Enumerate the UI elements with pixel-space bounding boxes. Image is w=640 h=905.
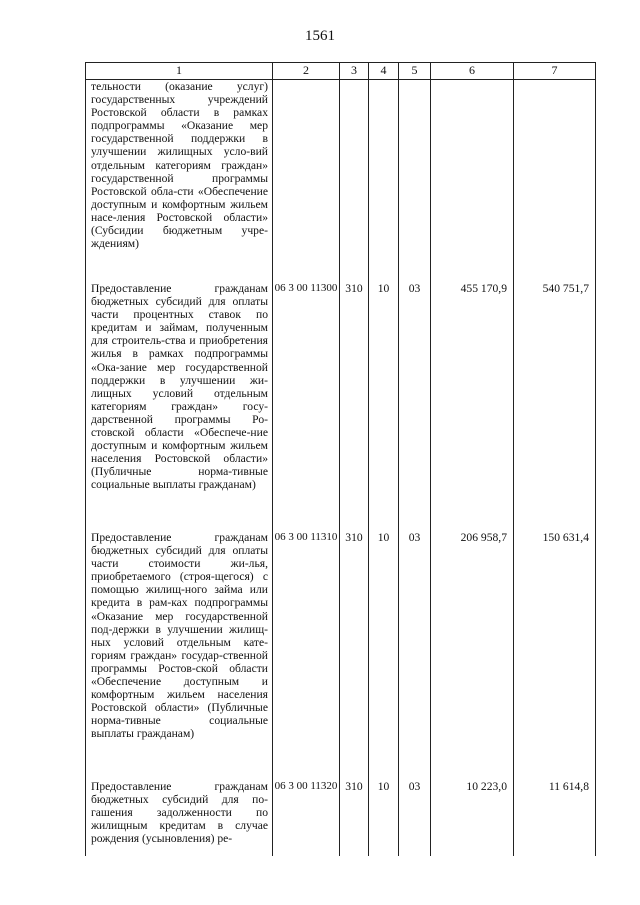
row-amount-col7: 11 614,8 — [514, 774, 596, 856]
table-header-row — [86, 63, 596, 80]
row-section — [369, 80, 399, 277]
row-amount-col6: 10 223,0 — [431, 774, 514, 856]
column-header-1: 1 — [86, 63, 273, 80]
row-subsection — [399, 80, 431, 277]
page-number: 1561 — [305, 28, 335, 44]
row-expense-type — [340, 80, 369, 277]
column-header-3: 3 — [340, 63, 369, 80]
row-amount-col7 — [514, 80, 596, 277]
row-section: 10 — [369, 276, 399, 525]
row-description: тельности (оказание услуг) государственных учреждений Ростовской области в рамках подпрограммы «Оказание мер государственной поддержки в улучшении жилищных усло-вий отдельным категориям граждан» государственной программы Ростовской обла-сти «Обеспечение доступным и комфортным жильем насе-ления Ростовской области» (Субсидии бюджетным учре-ждениям) — [86, 80, 273, 277]
column-header-4: 4 — [369, 63, 399, 80]
row-target-code: 06 3 00 11310 — [273, 525, 340, 774]
row-target-code: 06 3 00 11300 — [273, 276, 340, 525]
row-subsection: 03 — [399, 525, 431, 774]
row-amount-col7: 150 631,4 — [514, 525, 596, 774]
row-expense-type: 310 — [340, 525, 369, 774]
row-subsection: 03 — [399, 276, 431, 525]
row-amount-col7: 540 751,7 — [514, 276, 596, 525]
column-header-2: 2 — [273, 63, 340, 80]
table-row — [86, 276, 596, 525]
row-description: Предоставление гражданам бюджетных субсидий для оплаты части стоимости жи-лья, приобретаемого (строя-щегося) с помощью жилищ-ного займа или кредита в рам-ках подпрограммы «Оказание мер государственной под-держки в улучшении жилищ-ных условий отдельным кате-гориям граждан» государ-ственной программы Ростов-ской области «Обеспечение доступным и комфортным жильем населения Ростовской области» (Публичные норма-тивные социальные выплаты гражданам) — [86, 525, 273, 774]
column-header-5: 5 — [399, 63, 431, 80]
row-section: 10 — [369, 525, 399, 774]
budget-table — [85, 62, 596, 856]
row-amount-col6: 206 958,7 — [431, 525, 514, 774]
row-subsection: 03 — [399, 774, 431, 856]
column-header-7: 7 — [514, 63, 596, 80]
table-row — [86, 774, 596, 856]
row-amount-col6: 455 170,9 — [431, 276, 514, 525]
row-description: Предоставление гражданам бюджетных субсидий для по-гашения задолженности по жилищным кредитам в случае рождения (усыновления) ре- — [86, 774, 273, 856]
column-header-6: 6 — [431, 63, 514, 80]
table-row — [86, 525, 596, 774]
row-section: 10 — [369, 774, 399, 856]
row-description: Предоставление гражданам бюджетных субсидий для оплаты части процентных ставок по кредитам и займам, полученным для строитель-ства и приобретения жилья в рамках подпрограммы «Ока-зание мер государственной поддержки в улучшении жи-лищных условий отдельным категориям граждан» госу-дарственной программы Ро-стовской области «Обеспече-ние доступным и комфортным жильем населения Ростовской области» (Публичные норма-тивные социальные выплаты гражданам) — [86, 276, 273, 525]
table-row — [86, 80, 596, 277]
row-expense-type: 310 — [340, 276, 369, 525]
row-expense-type: 310 — [340, 774, 369, 856]
row-target-code — [273, 80, 340, 277]
row-target-code: 06 3 00 11320 — [273, 774, 340, 856]
row-amount-col6 — [431, 80, 514, 277]
